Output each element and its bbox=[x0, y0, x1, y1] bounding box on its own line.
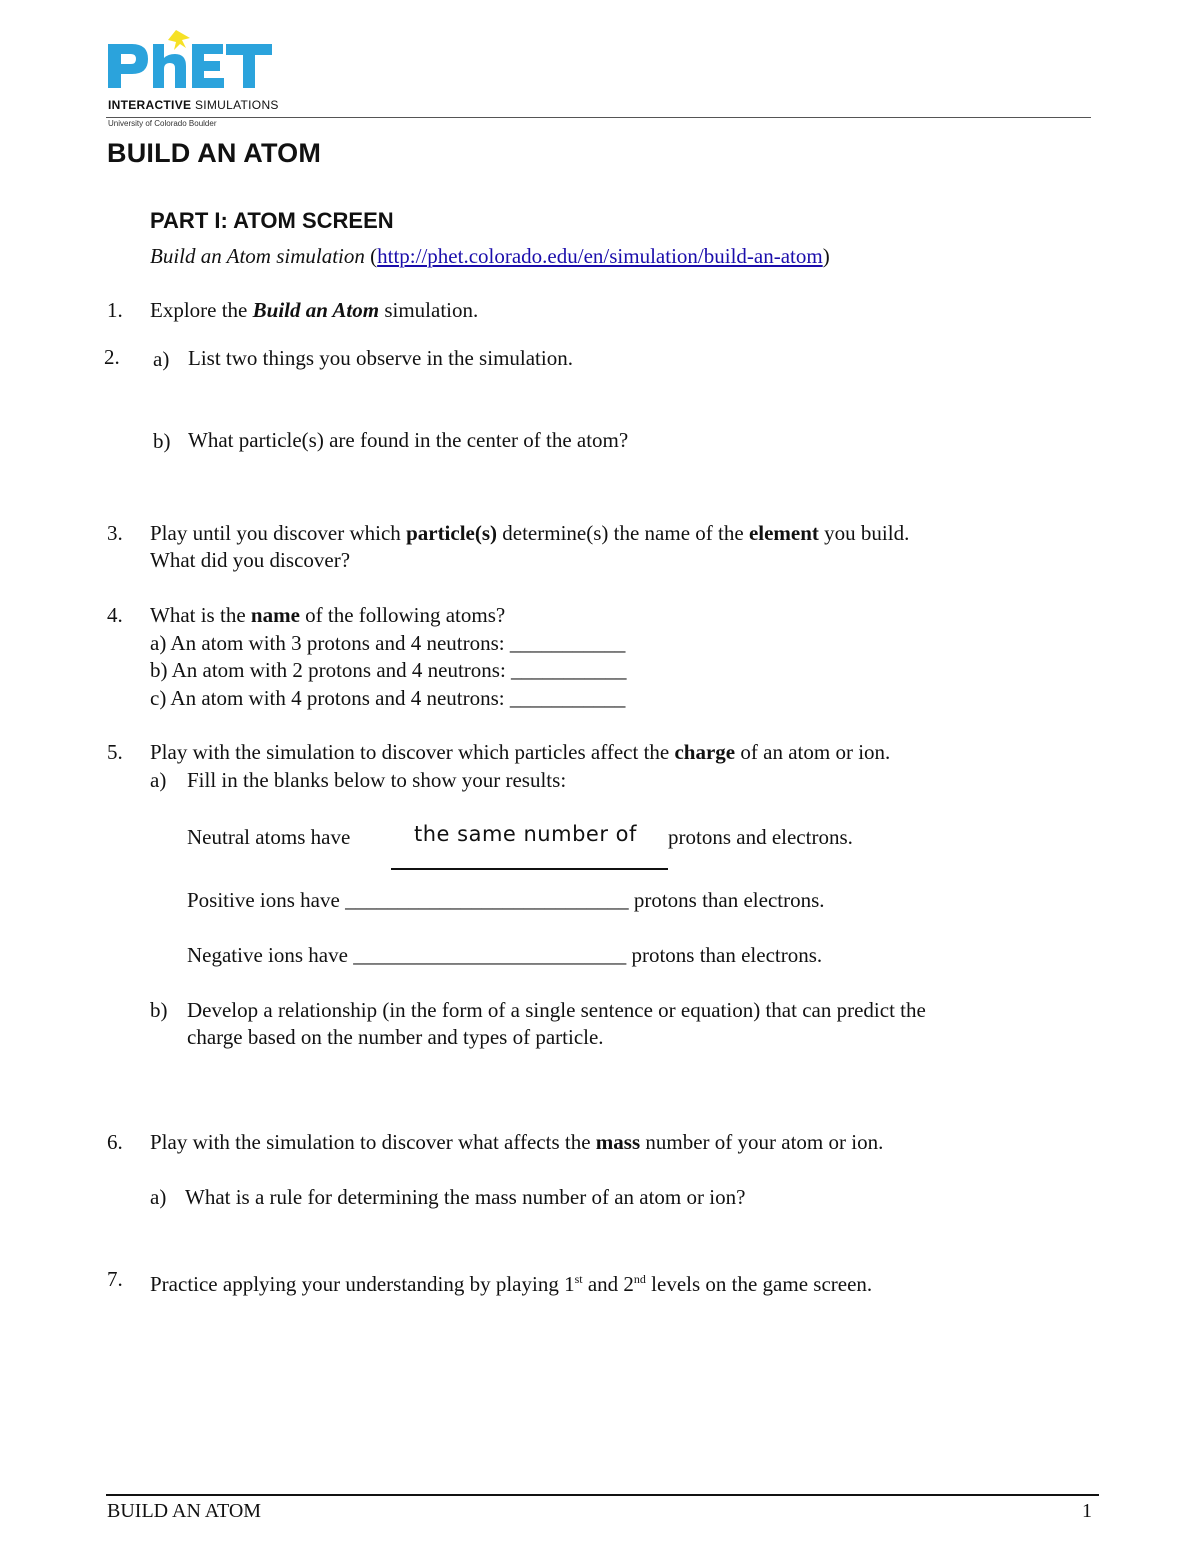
q1-text bbox=[150, 297, 478, 323]
close-paren: ) bbox=[822, 244, 830, 268]
part-title: PART I: ATOM SCREEN bbox=[150, 208, 394, 233]
footer-title: BUILD AN ATOM bbox=[107, 1500, 262, 1522]
negative-blank[interactable]: __________________________ bbox=[353, 943, 627, 967]
q5-text-1: Play with the simulation to discover which particles affect the bbox=[150, 740, 675, 764]
negative-pre: Negative ions have bbox=[187, 943, 348, 967]
q2b-label: b) bbox=[153, 429, 171, 453]
q6-text-1: Play with the simulation to discover what affects the bbox=[150, 1130, 596, 1154]
q7-sup-1: st bbox=[574, 1272, 583, 1286]
q7-number: 7. bbox=[107, 1267, 123, 1291]
q3-line2: What did you discover? bbox=[150, 548, 351, 572]
q1-pre: Explore the bbox=[150, 298, 253, 322]
simulation-reference bbox=[150, 243, 830, 269]
q1-emphasis: Build an Atom bbox=[252, 298, 380, 322]
neutral-label: Neutral atoms have bbox=[187, 825, 351, 849]
q7-text-3: levels on the game screen. bbox=[645, 1272, 873, 1296]
q6a-text: What is a rule for determining the mass number of an atom or ion? bbox=[185, 1185, 746, 1209]
footer-rule bbox=[106, 1494, 1099, 1496]
q5b-line1: Develop a relationship (in the form of a single sentence or equation) that can predict the bbox=[187, 998, 926, 1022]
q2a-label: a) bbox=[153, 347, 170, 371]
q4-bold: name bbox=[250, 603, 300, 627]
q5a-text: Fill in the blanks below to show your results: bbox=[187, 768, 567, 792]
logo-university: University of Colorado Boulder bbox=[108, 119, 217, 128]
q7-text bbox=[150, 1266, 872, 1297]
q2a-text: List two things you observe in the simulation. bbox=[188, 346, 573, 370]
q4-item-a: a) An atom with 3 protons and 4 neutrons: ___________ bbox=[150, 631, 626, 655]
q4-item-b: b) An atom with 2 protons and 4 neutrons: ___________ bbox=[150, 658, 627, 682]
logo-tagline-bold: INTERACTIVE bbox=[108, 98, 192, 112]
q6-text-2: number of your atom or ion. bbox=[640, 1130, 884, 1154]
q5-text-2: of an atom or ion. bbox=[735, 740, 891, 764]
positive-label bbox=[187, 887, 825, 913]
q5-number: 5. bbox=[107, 740, 123, 764]
logo-tagline-rest: SIMULATIONS bbox=[194, 98, 279, 112]
simulation-link[interactable]: http://phet.colorado.edu/en/simulation/build-an-atom bbox=[377, 244, 823, 268]
q2-number: 2. bbox=[104, 345, 120, 369]
q7-text-2: and 2 bbox=[582, 1272, 634, 1296]
q7-sup-2: nd bbox=[633, 1272, 646, 1286]
q3-bold-1: particle(s) bbox=[406, 521, 498, 545]
positive-pre: Positive ions have bbox=[187, 888, 340, 912]
q3-line1 bbox=[150, 520, 909, 546]
q6-number: 6. bbox=[107, 1130, 123, 1154]
q1-post: simulation. bbox=[379, 298, 479, 322]
q7-text-1: Practice applying your understanding by playing 1 bbox=[150, 1272, 575, 1296]
q6a-label: a) bbox=[150, 1185, 167, 1209]
page-title: BUILD AN ATOM bbox=[107, 138, 322, 168]
q6-bold: mass bbox=[595, 1130, 641, 1154]
neutral-answer-line bbox=[391, 868, 668, 870]
q4-item-c: c) An atom with 4 protons and 4 neutrons: ___________ bbox=[150, 686, 626, 710]
q4-text-1: What is the bbox=[150, 603, 251, 627]
negative-label bbox=[187, 942, 822, 968]
open-paren: ( bbox=[370, 244, 378, 268]
q4-question bbox=[150, 602, 505, 628]
page-number: 1 bbox=[1082, 1500, 1092, 1522]
neutral-answer[interactable]: the same number of bbox=[414, 822, 637, 846]
q3-text-1: Play until you discover which bbox=[150, 521, 407, 545]
positive-post: protons than electrons. bbox=[633, 888, 825, 912]
q4-number: 4. bbox=[107, 603, 123, 627]
q6-question bbox=[150, 1129, 883, 1155]
positive-blank[interactable]: ___________________________ bbox=[345, 888, 629, 912]
simulation-label: Build an Atom simulation bbox=[150, 244, 365, 268]
neutral-post: protons and electrons. bbox=[668, 825, 853, 849]
q3-number: 3. bbox=[107, 521, 123, 545]
q5a-label: a) bbox=[150, 768, 167, 792]
q1-number: 1. bbox=[107, 298, 123, 322]
q5-question bbox=[150, 739, 890, 765]
q5-bold: charge bbox=[674, 740, 736, 764]
q4-text-2: of the following atoms? bbox=[299, 603, 506, 627]
q3-bold-2: element bbox=[748, 521, 819, 545]
q5b-line2: charge based on the number and types of particle. bbox=[187, 1025, 604, 1049]
q5b-label: b) bbox=[150, 998, 168, 1022]
q3-text-3: you build. bbox=[818, 521, 910, 545]
header-rule bbox=[106, 117, 1091, 118]
q3-text-2: determine(s) the name of the bbox=[497, 521, 749, 545]
q2b-text: What particle(s) are found in the center of the atom? bbox=[188, 428, 629, 452]
negative-post: protons than electrons. bbox=[631, 943, 823, 967]
logo-tagline bbox=[108, 98, 279, 112]
